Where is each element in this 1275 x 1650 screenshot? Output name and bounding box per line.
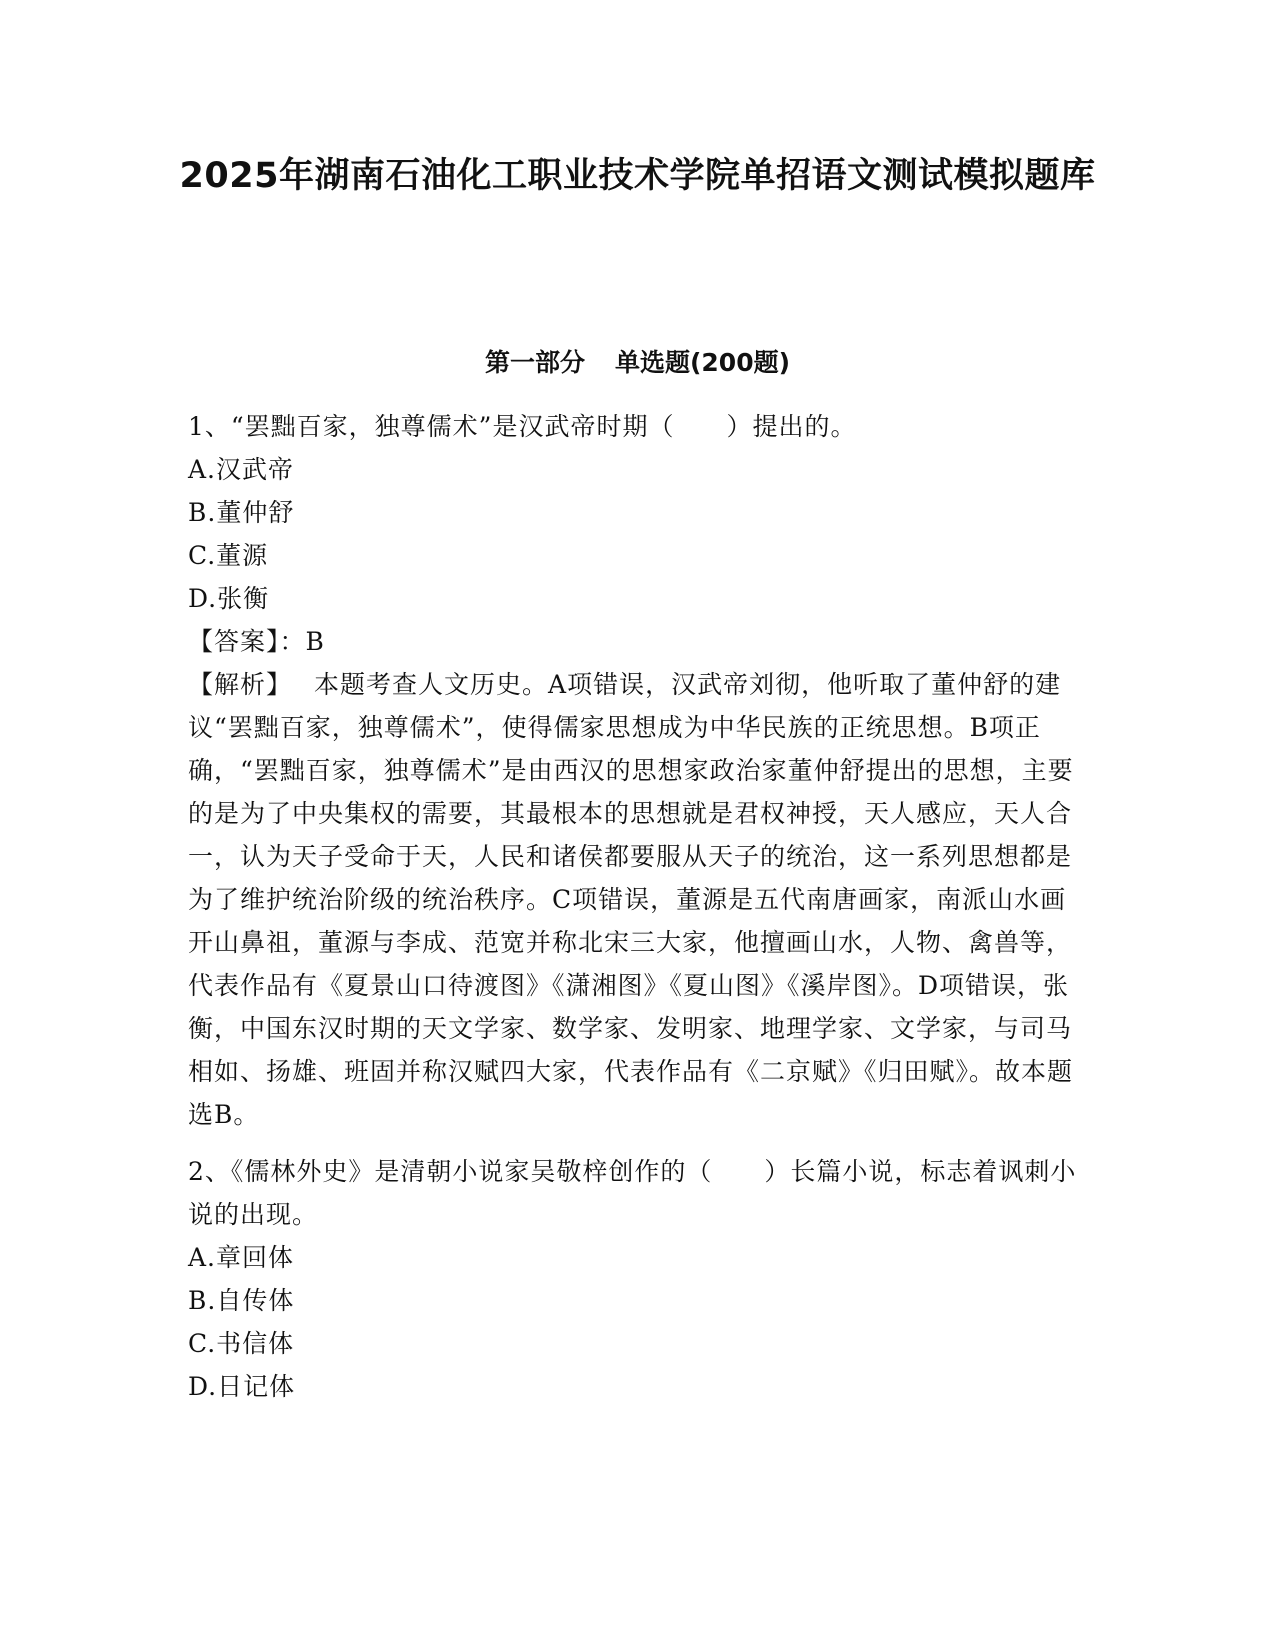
question-1 xyxy=(188,405,1078,1136)
explanation-label: 【解析】 xyxy=(188,670,293,699)
option-b: B.董仲舒 xyxy=(188,498,295,527)
answer-value: B xyxy=(305,627,325,656)
question-stem: 2、《儒林外史》是清朝小说家吴敬梓创作的（ ）长篇小说，标志着讽刺小说的出现。 xyxy=(188,1157,1077,1229)
explanation-text: 本题考查人文历史。A项错误，汉武帝刘彻，他听取了董仲舒的建议“罢黜百家，独尊儒术”，使得儒家思想成为中华民族的正统思想。B项正确，“罢黜百家，独尊儒术”是由西汉的思想家政治家董仲舒提出的思想，主要的是为了中央集权的需要，其最根本的思想就是君权神授，天人感应，天人合一，认为天子受命于天，人民和诸侯都要服从天子的统治，这一系列思想都是为了维护统治阶级的统治秩序。C项错误，董源是五代南唐画家，南派山水画开山鼻祖，董源与李成、范宽并称北宋三大家，他擅画山水，人物、禽兽等，代表作品有《夏景山口待渡图》《潇湘图》《夏山图》《溪岸图》。D项错误，张衡，中国东汉时期的天文学家、数学家、发明家、地理学家、文学家，与司马相如、扬雄、班固并称汉赋四大家，代表作品有《二京赋》《归田赋》。故本题选B。 xyxy=(188,670,1074,1129)
question-list xyxy=(188,405,1078,1408)
section-name: 单选题(200题) xyxy=(614,348,791,377)
option-c: C.董源 xyxy=(188,541,269,570)
question-2 xyxy=(188,1150,1078,1408)
document-title: 2025年湖南石油化工职业技术学院单招语文测试模拟题库 xyxy=(179,156,1096,196)
question-stem: 1、“罢黜百家，独尊儒术”是汉武帝时期（ ）提出的。 xyxy=(188,412,857,441)
answer-label: 【答案】： xyxy=(188,627,306,656)
option-c: C.书信体 xyxy=(188,1329,295,1358)
section-part: 第一部分 xyxy=(484,348,585,377)
explanation xyxy=(188,663,1078,1136)
option-b: B.自传体 xyxy=(188,1286,295,1315)
option-a: A.汉武帝 xyxy=(188,455,295,484)
option-a: A.章回体 xyxy=(188,1243,295,1272)
section-heading xyxy=(0,345,1275,381)
option-d: D.日记体 xyxy=(188,1372,296,1401)
answer-line xyxy=(188,620,1078,663)
option-d: D.张衡 xyxy=(188,584,270,613)
